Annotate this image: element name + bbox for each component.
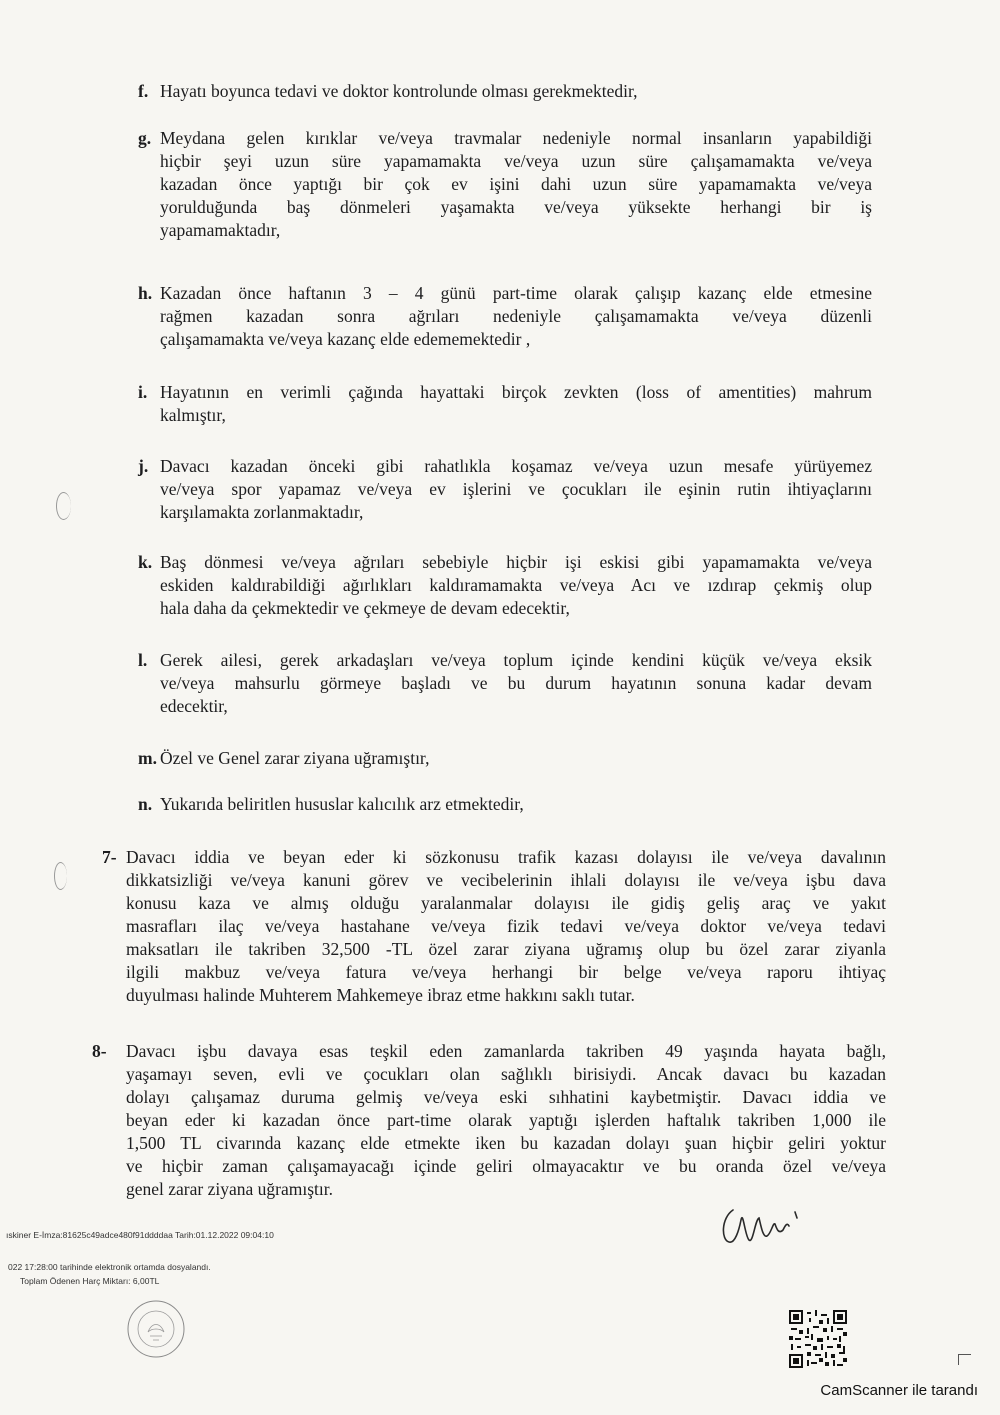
corner-mark	[958, 1354, 971, 1365]
text-line: Gerek ailesi, gerek arkadaşları ve/veya toplum içinde kendini küçük ve/veya eksik	[160, 650, 872, 670]
qr-code	[789, 1310, 847, 1368]
text-line: Hayatı boyunca tedavi ve doktor kontrolunde olması gerekmektedir,	[160, 81, 638, 101]
text-line: ilgili makbuz ve/veya fatura ve/veya herhangi bir belge ve/veya raporu ihtiyaç	[126, 962, 886, 982]
text-line: Davacı iddia ve beyan eder ki sözkonusu trafik kazası dolayısı ile ve/veya davalının	[126, 847, 886, 867]
text-line: 1,500 TL civarında kazanç elde etmekte iken bu kazadan dolayı şuan hiçbir geliri yoktur	[126, 1133, 886, 1153]
scanner-watermark: CamScanner ile tarandı	[820, 1382, 978, 1399]
punch-hole-mark	[56, 492, 71, 520]
text-line: yaşamayı seven, evli ve çocukları olan sağlıklı birisiydi. Ancak davacı bu kazadan	[126, 1064, 886, 1084]
text-line: duyulması halinde Muhterem Mahkemeye ibraz etme hakkını saklı tutar.	[126, 985, 635, 1005]
text-line: karşılamakta zorlanmaktadır,	[160, 502, 364, 522]
e-signature-line: ıskiner E-İmza:81625c49adce480f91ddddaa Tarih:01.12.2022 09:04:10	[6, 1230, 274, 1240]
upload-note: 022 17:28:00 tarihinde elektronik ortamda dosyalandı.	[8, 1262, 211, 1272]
text-line: Hayatının en verimli çağında hayattaki birçok zevkten (loss of amentities) mahrum	[160, 382, 872, 402]
text-line: Davacı işbu davaya esas teşkil eden zamanlarda takriben 49 yaşında hayata bağlı,	[126, 1041, 886, 1061]
text-line: yapamamaktadır,	[160, 220, 281, 240]
text-line: ve/veya spor yapamaz ve/veya ev işlerini ve çocukları ile eşinin rutin ihtiyaçlarını	[160, 479, 872, 499]
item-text	[160, 793, 872, 816]
item-text	[160, 551, 872, 620]
item-marker: g.	[138, 128, 152, 148]
item-marker: k.	[138, 552, 153, 572]
text-line: Davacı kazadan önceki gibi rahatlıkla koşamaz ve/veya uzun mesafe yürüyemez	[160, 456, 872, 476]
text-line: hala daha da çekmektedir ve çekmeye de devam edecektir,	[160, 598, 570, 618]
text-line: Yukarıda beliritlen hususlar kalıcılık arz etmektedir,	[160, 794, 524, 814]
fee-note: Toplam Ödenen Harç Miktarı: 6,00TL	[20, 1276, 160, 1286]
text-line: çalışamamakta ve/veya kazanç elde edememektedir ,	[160, 329, 531, 349]
text-line: ve hiçbir zaman çalışamayacağı içinde geliri olmayacaktır ve bu oranda özel ve/veya	[126, 1156, 886, 1176]
item-marker: j.	[138, 456, 149, 476]
text-line: kalmıştır,	[160, 405, 226, 425]
item-marker: 7-	[102, 847, 117, 867]
item-marker: i.	[138, 382, 148, 402]
item-marker: l.	[138, 650, 148, 670]
item-text	[160, 649, 872, 718]
text-line: Baş dönmesi ve/veya ağrıları sebebiyle hiçbir işi eskisi gibi yapamamakta ve/veya	[160, 552, 872, 572]
text-line: Özel ve Genel zarar ziyana uğramıştır,	[160, 748, 430, 768]
item-marker: h.	[138, 283, 153, 303]
text-line: eskiden kaldırabildiği ağırlıkları kaldıramamakta ve/veya Acı ve ızdırap çekmiş olup	[160, 575, 872, 595]
punch-hole-mark	[54, 862, 67, 890]
text-line: genel zarar ziyana uğramıştır.	[126, 1179, 333, 1199]
item-text	[160, 747, 872, 770]
item-marker: n.	[138, 794, 153, 814]
signature-image	[715, 1200, 825, 1250]
text-line: maksatları ile takriben 32,500 -TL özel zarar ziyana uğramış olup bu özel zarar ziyanla	[126, 939, 886, 959]
text-line: dikkatsizliği ve/veya kanuni görev ve vecibelerinin ihlali dolayısı ile ve/veya işbu dava	[126, 870, 886, 890]
item-text	[160, 80, 872, 103]
item-marker: 8-	[92, 1041, 107, 1061]
text-line: yorulduğunda baş dönmeleri yaşamakta ve/veya yüksekte herhangi bir iş	[160, 197, 872, 217]
text-line: masrafları ilaç ve/veya hastahane ve/veya fizik tedavi ve/veya doktor ve/veya tedavi	[126, 916, 886, 936]
text-line: beyan eder ki kazadan önce part-time olarak yaptığı işlerden haftalık takriben 1,000 ile	[126, 1110, 886, 1130]
text-line: Meydana gelen kırıklar ve/veya travmalar nedeniyle normal insanların yapabildiği	[160, 128, 872, 148]
text-line: kazadan önce yaptığı bir çok ev işini dahi uzun süre yapamamakta ve/veya	[160, 174, 872, 194]
text-line: Kazadan önce haftanın 3 – 4 günü part-time olarak çalışıp kazanç elde etmesine	[160, 283, 872, 303]
item-text	[160, 381, 872, 427]
item-text	[160, 455, 872, 524]
text-line: hiçbir şeyi uzun süre yapamamakta ve/veya uzun süre çalışamamakta ve/veya	[160, 151, 872, 171]
item-text	[160, 282, 872, 351]
text-line: rağmen kazadan sonra ağrıları nedeniyle çalışamamakta ve/veya düzenli	[160, 306, 872, 326]
official-seal	[126, 1298, 186, 1360]
item-text	[126, 1040, 886, 1201]
text-line: edecektir,	[160, 696, 228, 716]
text-line: dolayı çalışamaz duruma gelmiş ve/veya eski sıhhatini kaybetmiştir. Davacı iddia ve	[126, 1087, 886, 1107]
item-marker: m.	[138, 748, 157, 768]
item-marker: f.	[138, 81, 149, 101]
item-text	[160, 127, 872, 242]
text-line: ve/veya mahsurlu görmeye başladı ve bu durum hayatının sonuna kadar devam	[160, 673, 872, 693]
text-line: konusu kaza ve almış olduğu yaralanmalar dolayısı ile gidiş geliş araç ve yakıt	[126, 893, 886, 913]
item-text	[126, 846, 886, 1007]
